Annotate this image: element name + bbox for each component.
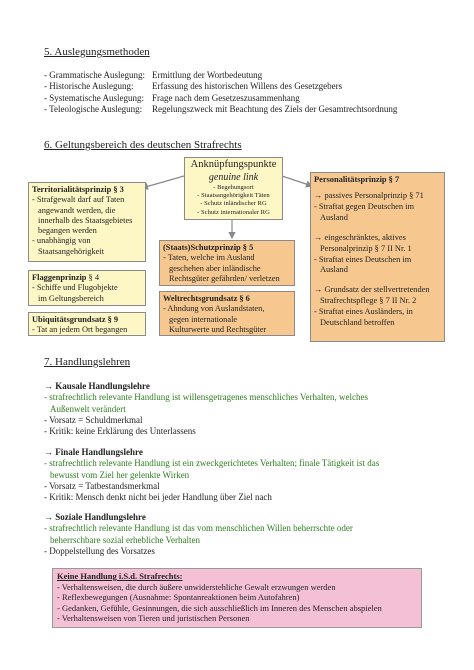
list-item: - Straftat eines Ausländers, in — [314, 307, 413, 317]
sozial-line: - Doppelstellung des Vorsatzes — [44, 545, 155, 556]
weltrecht-title: Weltrechtsgrundsatz § 6 — [163, 294, 250, 303]
section5-heading: 5. Auslegungsmethoden — [44, 46, 150, 58]
keine-line: - Gedanken, Gefühle, Gesinnungen, die sich ausschließlich im Inneren des Menschen abspielen — [57, 602, 382, 613]
list-item: Deutschland betroffen — [320, 318, 395, 328]
auslegung-list — [44, 70, 454, 115]
final-line: - Vorsatz = Tatbestandsmerkmal — [44, 480, 160, 491]
list-item: → Grundsatz der stellvertretenden — [314, 285, 430, 295]
list-item: - Staatsangehörigkeit Täten — [197, 192, 270, 200]
list-item: Staatsangehörigkeit — [38, 246, 105, 256]
list-item: - Tat an jedem Ort begangen — [32, 325, 128, 335]
auslegung-row — [44, 104, 454, 115]
weltrecht-box — [159, 291, 295, 336]
list-item: Ausland — [320, 212, 348, 222]
anknuepfung-box — [184, 157, 283, 220]
ubiquitaet-box — [28, 312, 146, 336]
list-item: → passives Personalprinzip § 71 — [314, 190, 424, 200]
auslegung-term: - Teleologische Auslegung: — [44, 103, 143, 114]
auslegung-row — [44, 70, 454, 81]
final-line: - strafrechtlich relevante Handlung ist ein zweckgerichtetes Verhalten; finale Tätigkeit ist das — [44, 458, 380, 469]
section7-heading: 7. Handlungslehren — [44, 356, 131, 368]
list-item: im Geltungsbereich — [38, 293, 104, 303]
flaggen-box — [28, 270, 146, 306]
sozial-title: → Soziale Handlungslehre — [44, 512, 146, 522]
auslegung-term: - Systematische Auslegung: — [44, 92, 144, 103]
list-item: geschehen aber inländische — [169, 263, 261, 273]
auslegung-row — [44, 81, 454, 92]
list-item: - Straftat eines Deutschen im — [314, 254, 412, 264]
arrow-to-territorial — [142, 176, 184, 188]
anknuepfung-subtitle: genuine link — [208, 171, 259, 183]
list-item: - Taten, welche im Ausland — [163, 253, 255, 263]
kausal-line: - Kritik: keine Erklärung des Unterlassens — [44, 426, 196, 436]
final-line: bewusst vom Ziel her gelenkte Wirken — [50, 469, 190, 480]
section6-heading: 6. Geltungsbereich des deutschen Strafrechts — [44, 139, 242, 151]
final-line: - Kritik: Mensch denkt nicht bei jeder Handlung über Ziel nach — [44, 492, 272, 502]
kausal-block — [44, 381, 464, 437]
list-item: Strafrechtspflege § 7 II Nr. 2 — [320, 296, 417, 306]
list-item: Rechtsgüter gefährden/ verletzen — [169, 273, 280, 283]
sozial-block — [44, 512, 464, 557]
list-item: Kulturwerte und Rechtsgüter — [169, 324, 267, 334]
kausal-line: - Vorsatz = Schuldmerkmal — [44, 414, 143, 425]
sozial-line: - strafrechtlich relevante Handlung ist das vom menschlichen Willen beherrschte oder — [44, 523, 353, 534]
flaggen-paragraph: § 4 — [86, 273, 100, 282]
keine-handlung-box — [52, 568, 422, 628]
list-item: - Ahndung von Auslandstaten, — [163, 304, 265, 314]
anknuepfung-list — [187, 184, 280, 217]
auslegung-desc: Frage nach dem Gesetzeszusammenhang — [152, 92, 300, 103]
keine-line: - Verhaltensweisen von Tieren und juristischen Personen — [57, 613, 250, 624]
list-item: begangen werden — [38, 226, 97, 235]
list-item: Personalprinzip § 7 II Nr. 1 — [320, 243, 412, 253]
territorial-box — [28, 182, 146, 262]
spacer — [314, 224, 441, 233]
anknuepfung-title: Anknüpfungspunkte — [190, 159, 277, 170]
list-item: angewandt werden, die — [38, 205, 116, 215]
personal-box — [310, 172, 445, 342]
list-item: innerhalb des Staatsgebietes — [38, 215, 133, 225]
ubiquitaet-title: Ubiquitätsgrundsatz § 9 — [32, 315, 119, 324]
final-block — [44, 447, 464, 503]
arrow-to-personal — [282, 176, 312, 186]
auslegung-desc: Ermittlung der Wortbedeutung — [152, 70, 263, 80]
list-item: → eingeschränktes, aktives — [314, 232, 406, 242]
auslegung-desc: Regelungszweck mit Beachtung des Ziels der Gesamtrechtsordnung — [152, 103, 398, 114]
list-item: - Schiffe und Flugobjekte — [32, 283, 118, 293]
keine-title: Keine Handlung i.S.d. Strafrechts: — [57, 571, 183, 581]
flaggen-title: Flaggenprinzip — [32, 273, 87, 282]
list-item: gegen internationale — [169, 314, 238, 324]
list-item: - Schutz internationaler RG — [197, 208, 270, 216]
personal-title: Personalitätsprinzip § 7 — [314, 175, 400, 184]
keine-line: - Reflexbewegungen (Ausnahme: Spontanreaktionen beim Autofahren) — [57, 592, 300, 603]
auslegung-row — [44, 93, 454, 104]
list-item: - Begehungsort — [213, 183, 254, 191]
keine-line: - Verhaltensweisen, die durch äußere unwiderstehliche Gewalt erzwungen werden — [57, 581, 336, 592]
auslegung-term: - Grammatische Auslegung: — [44, 70, 145, 80]
schutz-box — [159, 240, 295, 286]
territorial-title: Territorialitätsprinzip § 3 — [32, 185, 124, 194]
list-item: - Straftat gegen Deutschen im — [314, 201, 415, 211]
list-item: Ausland — [320, 265, 348, 275]
list-item: - Schutz inländischer RG — [200, 200, 267, 208]
sozial-line: beherrschbare sozial erhebliche Verhalten — [50, 534, 201, 545]
list-item: - unabhängig von — [32, 236, 91, 246]
kausal-title: → Kausale Handlungslehre — [44, 381, 150, 391]
schutz-title: (Staats)Schutzprinzip § 5 — [163, 243, 254, 252]
kausal-line: Außenwelt verändert — [50, 403, 126, 414]
spacer — [314, 276, 441, 285]
auslegung-term: - Historische Auslegung: — [44, 81, 134, 92]
final-title: → Finale Handlungslehre — [44, 447, 143, 457]
kausal-line: - strafrechtlich relevante Handlung ist willensgetragenes menschliches Verhalten, welches — [44, 392, 368, 403]
auslegung-desc: Erfassung des historischen Willens des Gesetzgebers — [152, 81, 343, 92]
list-item: - Strafgewalt darf auf Taten — [32, 195, 125, 205]
